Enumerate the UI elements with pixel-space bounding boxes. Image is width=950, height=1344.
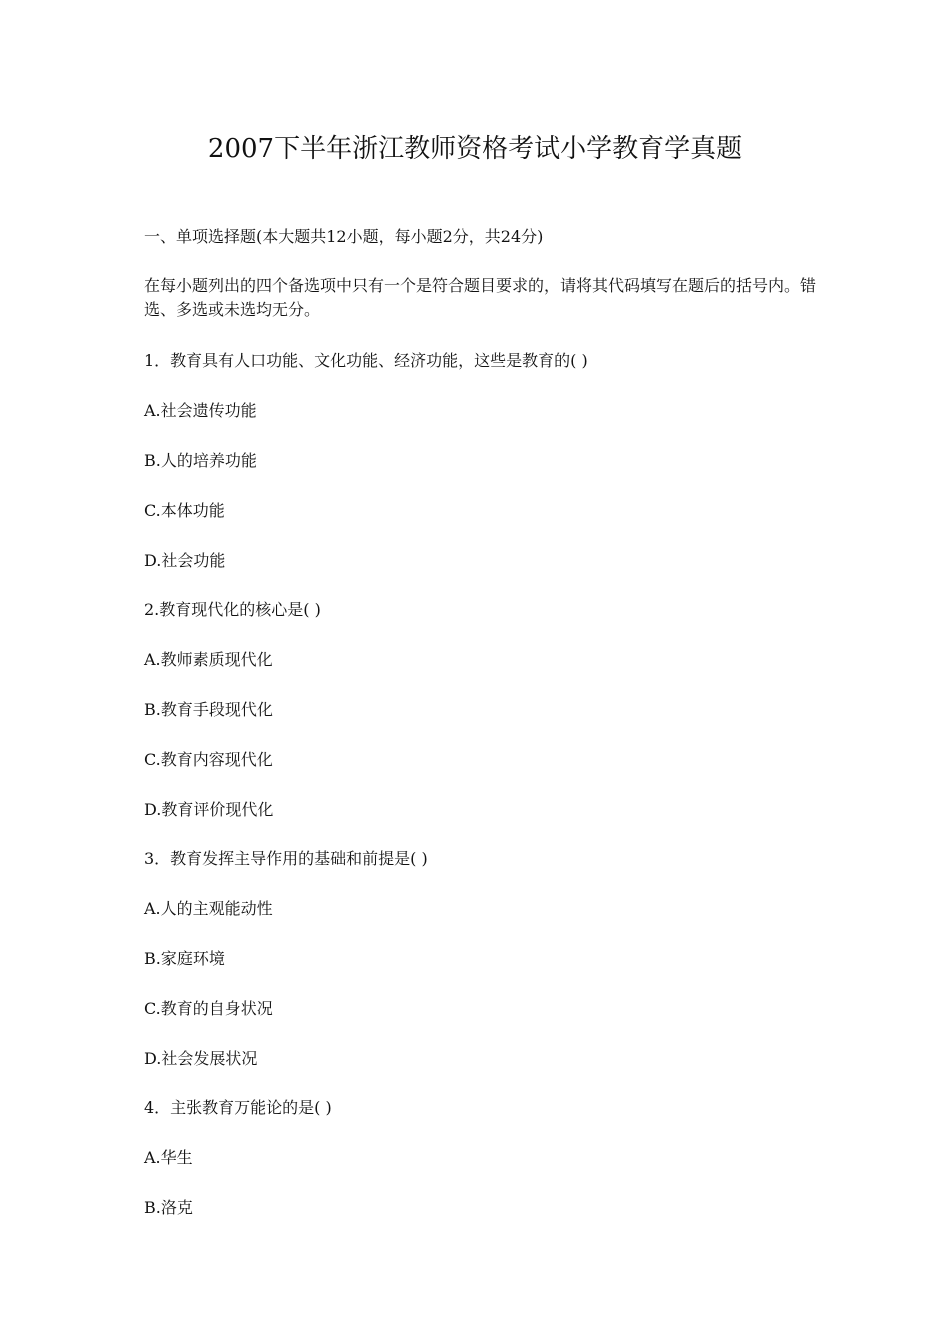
question-3-option-b: B.家庭环境 <box>144 949 225 968</box>
question-3-option-c: C.教育的自身状况 <box>144 999 273 1018</box>
question-stem-2: 2.教育现代化的核心是( ) <box>144 600 321 619</box>
question-3-option-a: A.人的主观能动性 <box>144 899 273 918</box>
question-2-option-c: C.教育内容现代化 <box>144 750 273 769</box>
question-1-option-c: C.本体功能 <box>144 501 225 520</box>
question-1-option-d: D.社会功能 <box>144 551 226 570</box>
question-2-option-d: D.教育评价现代化 <box>144 800 274 819</box>
question-1-option-a: A.社会遗传功能 <box>144 401 257 420</box>
question-3-option-d: D.社会发展状况 <box>144 1049 258 1068</box>
question-1-option-b: B.人的培养功能 <box>144 451 257 470</box>
question-stem-3: 3．教育发挥主导作用的基础和前提是( ) <box>144 849 428 868</box>
instructions-text: 在每小题列出的四个备选项中只有一个是符合题目要求的，请将其代码填写在题后的括号内。错选、多选或未选均无分。 <box>144 276 817 319</box>
question-stem-1: 1．教育具有人口功能、文化功能、经济功能，这些是教育的( ) <box>144 351 588 370</box>
question-4-option-a: A.华生 <box>144 1148 193 1167</box>
question-stem-4: 4．主张教育万能论的是( ) <box>144 1098 332 1117</box>
question-2-option-b: B.教育手段现代化 <box>144 700 273 719</box>
section-heading: 一、单项选择题(本大题共12小题，每小题2分，共24分) <box>144 227 544 246</box>
document-title: 2007下半年浙江教师资格考试小学教育学真题 <box>207 134 743 164</box>
question-2-option-a: A.教师素质现代化 <box>144 650 273 669</box>
question-4-option-b: B.洛克 <box>144 1198 193 1217</box>
